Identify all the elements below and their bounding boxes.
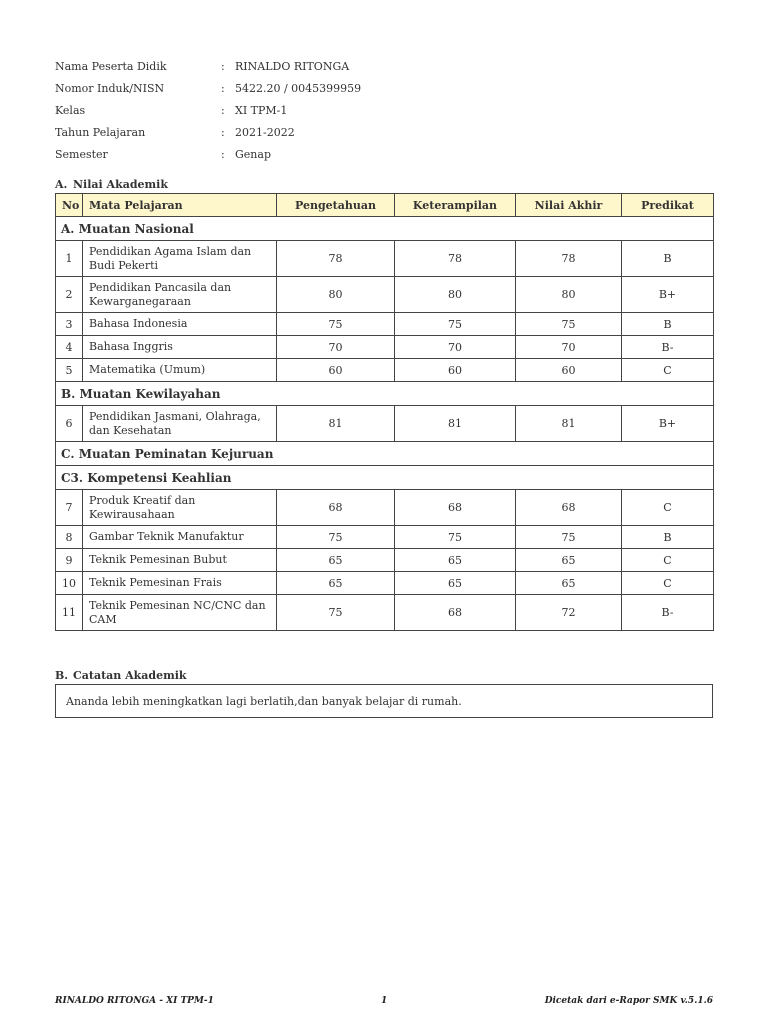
cell-no: 4: [56, 336, 83, 359]
cell-pengetahuan: 70: [277, 336, 395, 359]
info-colon: :: [221, 103, 225, 117]
cell-subject: Teknik Pemesinan Bubut: [83, 549, 277, 572]
cell-pengetahuan: 81: [277, 406, 395, 442]
table-header-row: [56, 194, 714, 217]
table-row: [56, 313, 714, 336]
cell-subject: Bahasa Indonesia: [83, 313, 277, 336]
cell-pengetahuan: 75: [277, 313, 395, 336]
table-row: [56, 490, 714, 526]
cell-no: 6: [56, 406, 83, 442]
group-row: [56, 466, 714, 490]
cell-pengetahuan: 60: [277, 359, 395, 382]
group-row: [56, 442, 714, 466]
footer-student: RINALDO RITONGA - XI TPM-1: [55, 996, 214, 1006]
section-b-number: B.: [55, 669, 69, 682]
cell-keterampilan: 75: [395, 526, 516, 549]
cell-no: 11: [56, 595, 83, 631]
cell-subject: Teknik Pemesinan NC/CNC dan CAM: [83, 595, 277, 631]
academic-note-box: [55, 684, 713, 718]
cell-nilai-akhir: 75: [516, 526, 622, 549]
info-label: Nama Peserta Didik: [55, 59, 167, 73]
table-row: [56, 549, 714, 572]
footer-printed-by: Dicetak dari e-Rapor SMK v.5.1.6: [544, 996, 713, 1006]
cell-predikat: C: [622, 572, 714, 595]
cell-nilai-akhir: 60: [516, 359, 622, 382]
cell-nilai-akhir: 70: [516, 336, 622, 359]
cell-predikat: B: [622, 313, 714, 336]
group-row: [56, 382, 714, 406]
group-title: A. Muatan Nasional: [56, 217, 714, 241]
table-row: [56, 406, 714, 442]
cell-pengetahuan: 80: [277, 277, 395, 313]
page-footer: [55, 996, 713, 1010]
header-predikat: Predikat: [622, 194, 714, 217]
info-colon: :: [221, 81, 225, 95]
cell-pengetahuan: 75: [277, 595, 395, 631]
cell-subject: Teknik Pemesinan Frais: [83, 572, 277, 595]
cell-subject: Bahasa Inggris: [83, 336, 277, 359]
cell-pengetahuan: 65: [277, 572, 395, 595]
cell-predikat: C: [622, 359, 714, 382]
header-no: No: [56, 194, 83, 217]
cell-predikat: B: [622, 526, 714, 549]
cell-predikat: C: [622, 549, 714, 572]
info-row-semester: [55, 143, 361, 165]
info-row-year: [55, 121, 361, 143]
info-label: Tahun Pelajaran: [55, 125, 146, 139]
table-row: [56, 241, 714, 277]
cell-keterampilan: 65: [395, 549, 516, 572]
footer-page-number: 1: [381, 996, 388, 1006]
info-label: Nomor Induk/NISN: [55, 81, 165, 95]
cell-no: 10: [56, 572, 83, 595]
info-colon: :: [221, 147, 225, 161]
header-pengetahuan: Pengetahuan: [277, 194, 395, 217]
cell-no: 8: [56, 526, 83, 549]
group-row: [56, 217, 714, 241]
cell-pengetahuan: 65: [277, 549, 395, 572]
section-a-number: A.: [55, 178, 68, 191]
cell-subject: Pendidikan Jasmani, Olahraga, dan Kesehatan: [83, 406, 277, 442]
section-a-title: [55, 178, 168, 191]
cell-keterampilan: 70: [395, 336, 516, 359]
table-row: [56, 359, 714, 382]
cell-predikat: B-: [622, 336, 714, 359]
table-row: [56, 572, 714, 595]
cell-no: 9: [56, 549, 83, 572]
cell-nilai-akhir: 78: [516, 241, 622, 277]
cell-subject: Produk Kreatif dan Kewirausahaan: [83, 490, 277, 526]
cell-keterampilan: 81: [395, 406, 516, 442]
cell-nilai-akhir: 65: [516, 572, 622, 595]
section-a-label: Nilai Akademik: [73, 178, 168, 191]
cell-subject: Pendidikan Pancasila dan Kewarganegaraan: [83, 277, 277, 313]
section-b-title: [55, 669, 187, 682]
table-row: [56, 277, 714, 313]
header-subject: Mata Pelajaran: [83, 194, 277, 217]
info-colon: :: [221, 59, 225, 73]
cell-predikat: B: [622, 241, 714, 277]
cell-keterampilan: 65: [395, 572, 516, 595]
cell-nilai-akhir: 68: [516, 490, 622, 526]
cell-keterampilan: 68: [395, 490, 516, 526]
info-value: XI TPM-1: [235, 103, 288, 117]
grades-table: [55, 193, 714, 631]
table-row: [56, 526, 714, 549]
cell-pengetahuan: 78: [277, 241, 395, 277]
student-info: [55, 55, 361, 165]
info-row-nisn: [55, 77, 361, 99]
cell-keterampilan: 75: [395, 313, 516, 336]
table-row: [56, 595, 714, 631]
group-title: B. Muatan Kewilayahan: [56, 382, 714, 406]
cell-nilai-akhir: 75: [516, 313, 622, 336]
cell-nilai-akhir: 80: [516, 277, 622, 313]
cell-no: 2: [56, 277, 83, 313]
cell-predikat: B-: [622, 595, 714, 631]
info-value: 5422.20 / 0045399959: [235, 81, 362, 95]
info-value: 2021-2022: [235, 125, 295, 139]
cell-predikat: B+: [622, 406, 714, 442]
info-value: RINALDO RITONGA: [235, 59, 350, 73]
info-row-class: [55, 99, 361, 121]
cell-nilai-akhir: 65: [516, 549, 622, 572]
cell-keterampilan: 78: [395, 241, 516, 277]
section-b-label: Catatan Akademik: [73, 669, 187, 682]
cell-no: 5: [56, 359, 83, 382]
cell-pengetahuan: 75: [277, 526, 395, 549]
header-keterampilan: Keterampilan: [395, 194, 516, 217]
cell-subject: Gambar Teknik Manufaktur: [83, 526, 277, 549]
info-row-name: [55, 55, 361, 77]
cell-keterampilan: 60: [395, 359, 516, 382]
cell-nilai-akhir: 81: [516, 406, 622, 442]
cell-subject: Matematika (Umum): [83, 359, 277, 382]
info-colon: :: [221, 125, 225, 139]
cell-subject: Pendidikan Agama Islam dan Budi Pekerti: [83, 241, 277, 277]
table-row: [56, 336, 714, 359]
group-title: C3. Kompetensi Keahlian: [56, 466, 714, 490]
cell-no: 7: [56, 490, 83, 526]
cell-no: 3: [56, 313, 83, 336]
info-value: Genap: [235, 147, 271, 161]
cell-nilai-akhir: 72: [516, 595, 622, 631]
header-nilai-akhir: Nilai Akhir: [516, 194, 622, 217]
cell-keterampilan: 80: [395, 277, 516, 313]
cell-keterampilan: 68: [395, 595, 516, 631]
cell-predikat: B+: [622, 277, 714, 313]
cell-no: 1: [56, 241, 83, 277]
cell-predikat: C: [622, 490, 714, 526]
cell-pengetahuan: 68: [277, 490, 395, 526]
info-label: Kelas: [55, 103, 86, 117]
group-title: C. Muatan Peminatan Kejuruan: [56, 442, 714, 466]
academic-note-text: Ananda lebih meningkatkan lagi berlatih,dan banyak belajar di rumah.: [66, 694, 462, 708]
info-label: Semester: [55, 147, 108, 161]
